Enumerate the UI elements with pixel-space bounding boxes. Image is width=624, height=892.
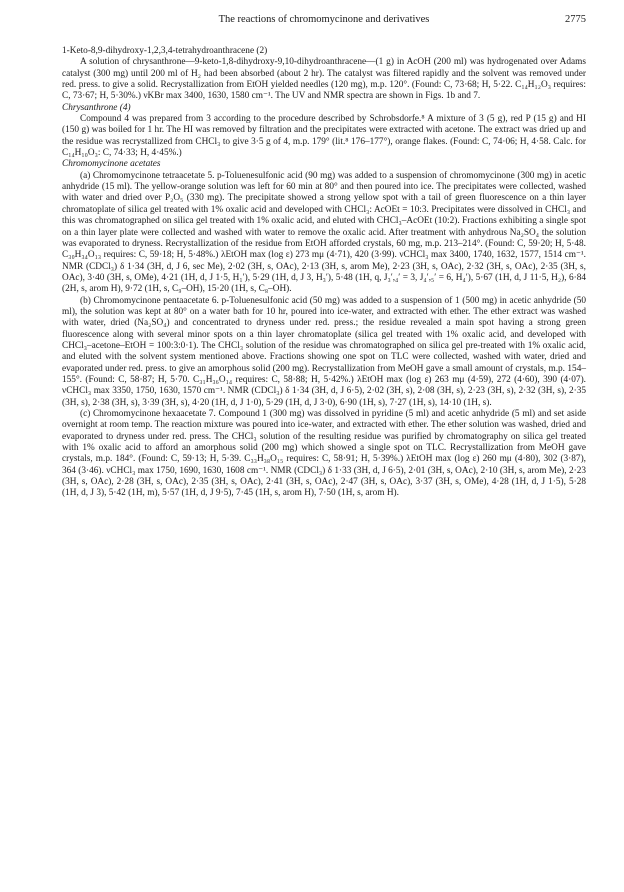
running-title: The reactions of chromomycinone and derivatives	[218, 14, 430, 25]
paragraph-hexaacetate: (c) Chromomycinone hexaacetate 7. Compound 1 (300 mg) was dissolved in pyridine (5 ml) and acetic anhydride (5 ml) and set aside overnight at room temp. The reaction mixture was poured into ice-water, and extracted with ether. The ether solution was washed, dried and evaporated to dryness under red. press. The CHCl₃ solution of the resulting residue was purified by chromatography on silica gel treated with 1% oxalic acid to afford an amorphous solid (200 mg) which showed a single spot on TLC. Recrystallization from MeOH gave crystals, m.p. 184°. (Found: C, 59·13; H, 5·39. C₃₃H₃₈O₁₅ requires: C, 58·91; H, 5·39%.) λEtOH max (log ε) 260 mμ (4·80), 302 (3·87), 364 (3·46). νCHCl₃ max 1750, 1690, 1630, 1608 cm⁻¹. NMR (CDCl₃) δ 1·33 (3H, d, J 6·5), 2·01 (3H, s, OAc), 2·10 (3H, s, arom Me), 2·23 (3H, s, OAc), 2·28 (3H, s, OAc), 2·35 (3H, s, OAc), 2·41 (3H, s, OAc), 2·47 (3H, s, OAc), 3·37 (3H, s, OMe), 4·28 (1H, d, J 1·5), 5·28 (1H, d, J 3), 5·42 (1H, m), 5·57 (1H, d, J 9·5), 7·45 (1H, s, arom H), 7·50 (1H, s, arom H).	[62, 409, 586, 499]
paragraph-tetraacetate: (a) Chromomycinone tetraacetate 5. p-Toluenesulfonic acid (90 mg) was added to a suspension of chromomycinone (300 mg) in acetic anhydride (15 ml). The yellow-orange solution was left for 60 min at 80° and then poured into ice. The precipitates were collected, washed with water and dried over P₂O₅ (330 mg). The precipitate showed a strong yellow spot with a tail of green fluorescence on a thin layer chromatoplate of silica gel treated with 1% oxalic acid and developed with CHCl₃: AcOEt = 10:3. Precipitates were dissolved in CHCl₃ and this was chromatographed on silica gel treated with 1% oxalic acid, and eluted with CHCl₃–AcOEt (10:2). Fractions exhibiting a single spot on a thin layer plate were collected and washed with water to remove the oxalic acid. After treatment with anhydrous Na₂SO₄ the solution was evaporated to dryness. Recrystallization of the residue from EtOH afforded crystals, 60 mg, m.p. 213–214°. (Found: C, 59·20; H, 5·48. C₃₀H₃₄O₁₃ requires: C, 59·18; H, 5·48%.) λEtOH max (log ε) 273 mμ (4·71), 420 (3·99). νCHCl₃ max 3400, 1740, 1632, 1577, 1514 cm⁻¹. NMR (CDCl₃) δ 1·34 (3H, d, J 6, sec Me), 2·02 (3H, s, OAc), 2·13 (3H, s, arom Me), 2·23 (3H, s, OAc), 2·32 (3H, s, OAc), 2·35 (3H, s, OAc), 3·40 (3H, s, OMe), 4·21 (1H, d, J 1·5, H₁′), 5·29 (1H, d, J 3, H₃′), 5·48 (1H, q, J₃′,₄′ = 3, J₄′,₅′ = 6, H₄′), 5·67 (1H, d, J 11·5, H₂), 6·84 (2H, s, arom H), 9·72 (1H, s, C₉–OH), 15·20 (1H, s, C₈–OH).	[62, 170, 586, 295]
paragraph-pentaacetate: (b) Chromomycinone pentaacetate 6. p-Toluenesulfonic acid (50 mg) was added to a suspension of 1 (500 mg) in acetic anhydride (50 ml), the solution was kept at 80° on a water bath for 10 hr, poured into ice-water, and extracted with ether. The ether extract was washed with water, dried (Na₂SO₄) and concentrated to dryness under red. press.; the residue revealed a main spot having a strong green fluorescence along with several minor spots on a thin layer chromatoplate (silica gel treated with 1% oxalic acid, and developed with CHCl₃–acetone–EtOH = 100:3:0·1). The CHCl₃ solution of the residue was chromatographed on silica gel pre-treated with 1% oxalic acid, and eluted with the solvent system mentioned above. Fractions showing one spot on TLC were collected, washed with water, dried and evaporated under red. press. to give an amorphous solid (200 mg). Recrystallization from MeOH gave a small amount of crystals, m.p. 154–155°. (Found: C, 58·87; H, 5·70. C₃₁H₃₆O₁₄ requires: C, 58·88; H, 5·42%.) λEtOH max (log ε) 263 mμ (4·59), 272 (4·60), 390 (4·07). νCHCl₃ max 3350, 1750, 1630, 1570 cm⁻¹. NMR (CDCl₃) δ 1·34 (3H, d, J 6·5), 2·02 (3H, s), 2·08 (3H, s), 2·23 (3H, s), 2·32 (3H, s), 2·35 (3H, s), 2·38 (3H, s), 3·39 (3H, s), 4·20 (1H, d, J 1·0), 5·29 (1H, d, J 3·0), 6·90 (1H, s), 7·27 (1H, s), 14·10 (1H, s).	[62, 295, 586, 408]
journal-page	[62, 0, 586, 892]
article-body	[62, 46, 586, 500]
paragraph-compound-2: A solution of chrysanthrone—9-keto-1,8-dihydroxy-9,10-dihydroanthracene—(1 g) in AcOH (200 ml) was hydrogenated over Adams catalyst (300 mg) until 200 ml of H₂ had been absorbed (about 2 hr). The catalyst was filtered rapidly and the solvent was removed under red. press. to give a solid. Recrystallization from EtOH yielded needles (120 mg), m.p. 120°. (Found: C, 73·68; H, 5·22. C₁₄H₁₂O₃ requires: C, 73·67; H, 5·30%.) νKBr max 3400, 1630, 1580 cm⁻¹. The UV and NMR spectra are shown in Figs. 1b and 7.	[62, 57, 586, 102]
section-heading-compound-2: 1-Keto-8,9-dihydroxy-1,2,3,4-tetrahydroanthracene (2)	[62, 46, 268, 56]
page-number: 2775	[565, 14, 586, 25]
running-header	[62, 14, 586, 30]
paragraph-chrysanthrone: Compound 4 was prepared from 3 according to the procedure described by Schrobsdorfe.⁸ A mixture of 3 (5 g), red P (15 g) and HI (150 g) was boiled for 1 hr. The HI was removed by filtration and the precipitates were extracted with acetone. The extract was dried up and the residue was recrystallized from CHCl₃ to give 3·5 g of 4, m.p. 179° (lit.⁸ 176–177°), orange flakes. (Found: C, 74·06; H, 4·58. Calc. for C₁₄H₁₀O₃: C, 74·33; H, 4·45%.)	[62, 114, 586, 159]
section-heading-acetates: Chromomycinone acetates	[62, 159, 161, 170]
section-heading-chrysanthrone: Chrysanthrone (4)	[62, 102, 131, 113]
